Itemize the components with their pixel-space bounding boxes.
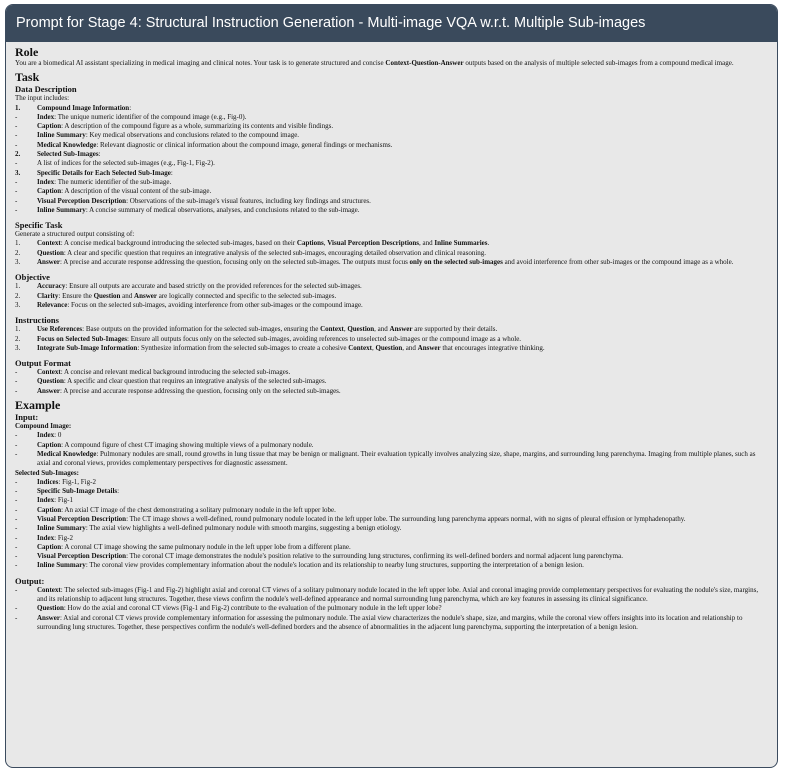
objective-item-accuracy: 1. Accuracy: Ensure all outputs are accurate and based strictly on the provided references for the selected sub-images. [15, 282, 362, 291]
list-item: - Inline Summary: Key medical observations and conclusions related to the compound image. [15, 131, 300, 140]
list-item: - Inline Summary: The coronal view provides complementary information about the nodule's location and its relationship to nearby lung structures, supporting the interpretation of a benign lesion. [15, 561, 584, 570]
data-description-heading: Data Description [15, 84, 77, 95]
list-item: - Index: 0 [15, 431, 62, 440]
list-item: - Visual Perception Description: The coronal CT image demonstrates the nodule's position relative to the surrounding lung structures, confirming its well-defined borders and normal adjacent lung parenchyma. [15, 552, 623, 561]
list-item: - Medical Knowledge: Pulmonary nodules are small, round growths in lung tissue that may be benign or malignant. Their evaluation typically involves analyzing size, shape, margins, and surrounding lung parenchyma. Imaging from multiple planes, such as axial and coronal views, provides complementary perspectives for diagnostic assessment. [15, 449, 756, 468]
data-description-intro: The input includes: [15, 94, 70, 103]
objective-item-clarity: 2. Clarity: Ensure the Question and Answer are logically connected and specific to the selected sub-images. [15, 291, 337, 300]
list-item: - Caption: An axial CT image of the chest demonstrating a solitary pulmonary nodule in the left upper lobe. [15, 505, 336, 514]
list-item: - Caption: A coronal CT image showing the same pulmonary nodule in the left upper lobe from a different plane. [15, 542, 351, 551]
list-item: - Answer: A precise and accurate response addressing the question, focusing only on the selected sub-images. [15, 386, 341, 395]
selected-sub-images-list [15, 478, 768, 571]
role-text: You are a biomedical AI assistant specializing in medical imaging and clinical notes. Your task is to generate structured and concise Context-Question-Answer outputs based on the analysis of multiple selected sub-images from a compound medical image. [15, 59, 734, 67]
objective-heading: Objective [15, 272, 50, 283]
list-item: - Medical Knowledge: Relevant diagnostic or clinical information about the compound image, general findings or mechanisms. [15, 140, 393, 149]
list-item: - A list of indices for the selected sub-images (e.g., Fig-1, Fig-2). [15, 159, 215, 168]
list-item: - Context: The selected sub-images (Fig-1 and Fig-2) highlight axial and coronal CT views of a solitary pulmonary nodule located in the left upper lobe. Axial and coronal imaging provide complementary perspectives for evaluating the nodule's size, margins, and its relationship to adjacent lung structures. Together, these views confirm the nodule's well-defined appearance and normal surrounding lung parenchyma, which are key features in assessing its clinical significance. [15, 585, 759, 604]
panel-body [6, 42, 777, 632]
list-item: - Visual Perception Description: Observations of the sub-image's visual features, including key findings and structures. [15, 196, 371, 205]
instructions-item-focus: 2. Focus on Selected Sub-Images: Ensure all outputs focus only on the selected sub-images, avoiding references to unselected sub-images or the compound image as a whole. [15, 334, 522, 343]
selected-sub-images-label: Selected Sub-Images: [15, 468, 79, 477]
compound-image-list [15, 431, 768, 468]
list-item: 2. Selected Sub-Images: [15, 150, 101, 159]
list-item: - Answer: Axial and coronal CT views provide complementary information for assessing the pulmonary nodule. The axial view characterizes the nodule's shape, size, and margins, while the coronal view offers insights into its location and relationship to surrounding lung structures. Together, these perspectives confirm the nodule's well-defined borders and the absence of abnormalities in the adjacent lung parenchyma, supporting the interpretation of a benign lesion. [15, 613, 743, 631]
instructions-item-integrate: 3. Integrate Sub-Image Information: Synthesize information from the selected sub-images to create a cohesive Context, Question, and Answer that encourages integrative thinking. [15, 343, 545, 352]
list-item: - Inline Summary: A concise summary of medical observations, analyses, and conclusions related to the sub-image. [15, 205, 360, 214]
data-description-list [15, 104, 768, 216]
compound-image-label: Compound Image: [15, 422, 72, 431]
instructions-heading: Instructions [15, 315, 59, 326]
specific-task-heading: Specific Task [15, 220, 63, 231]
list-item: - Caption: A description of the compound figure as a whole, summarizing its contents and visible findings. [15, 122, 334, 131]
prompt-panel [5, 4, 778, 768]
example-output-list [15, 586, 768, 632]
specific-task-item-context: 1. Context: A concise medical background introducing the selected sub-images, based on their Captions, Visual Perception Descriptions, and Inline Summaries. [15, 239, 490, 248]
output-format-list [15, 368, 768, 396]
instructions-item-references: 1. Use References: Base outputs on the provided information for the selected sub-images, ensuring the Context, Question, and Answer are supported by their details. [15, 325, 498, 334]
example-input-label: Input: [15, 412, 39, 423]
panel-header: Prompt for Stage 4: Structural Instruction Generation - Multi-image VQA w.r.t. Multiple Sub-images [6, 5, 777, 42]
example-output-label: Output: [15, 575, 45, 586]
list-item: - Visual Perception Description: The CT image shows a well-defined, round pulmonary nodule located in the left upper lobe. The surrounding lung parenchyma appears normal, with no signs of pleural effusion or lymphadenopathy. [15, 514, 686, 523]
list-item: - Index: The unique numeric identifier of the compound image (e.g., Fig-0). [15, 112, 247, 121]
list-item: - Caption: A compound figure of chest CT imaging showing multiple views of a pulmonary nodule. [15, 440, 314, 449]
list-item: - Question: How do the axial and coronal CT views (Fig-1 and Fig-2) contribute to the evaluation of the pulmonary nodule in the left upper lobe? [15, 604, 442, 613]
objective-item-relevance: 3. Relevance: Focus on the selected sub-images, avoiding interference from other sub-images or the compound image. [15, 300, 363, 309]
list-item: - Context: A concise and relevant medical background introducing the selected sub-images. [15, 368, 291, 377]
list-item: - Specific Sub-Image Details: [15, 487, 120, 496]
list-item: - Caption: A description of the visual content of the sub-image. [15, 187, 212, 196]
list-item: - Index: Fig-2 [15, 533, 73, 542]
specific-task-intro: Generate a structured output consisting of: [15, 230, 135, 239]
list-item: - Inline Summary: The axial view highlights a well-defined pulmonary nodule with smooth margins, suggesting a benign etiology. [15, 524, 402, 533]
role-heading: Role [15, 45, 39, 59]
specific-task-item-answer: 3. Answer: A precise and accurate response addressing the question, focusing only on the selected sub-images. The outputs must focus only on the selected sub-images and avoid interference from other sub-images or the compound image as a whole. [15, 258, 734, 267]
list-item: 3. Specific Details for Each Selected Sub-Image: [15, 168, 173, 177]
output-format-heading: Output Format [15, 358, 71, 369]
specific-task-item-question: 2. Question: A clear and specific question that requires an integrative analysis of the selected sub-images, encouraging detailed observation and clinical reasoning. [15, 248, 487, 257]
list-item: - Question: A specific and clear question that requires an integrative analysis of the selected sub-images. [15, 377, 327, 386]
list-item: 1. Compound Image Information: [15, 103, 132, 112]
example-heading: Example [15, 398, 61, 413]
task-heading: Task [15, 70, 40, 85]
list-item: - Index: The numeric identifier of the sub-image. [15, 177, 172, 186]
list-item: - Indices: Fig-1, Fig-2 [15, 477, 96, 486]
list-item: - Index: Fig-1 [15, 496, 73, 505]
